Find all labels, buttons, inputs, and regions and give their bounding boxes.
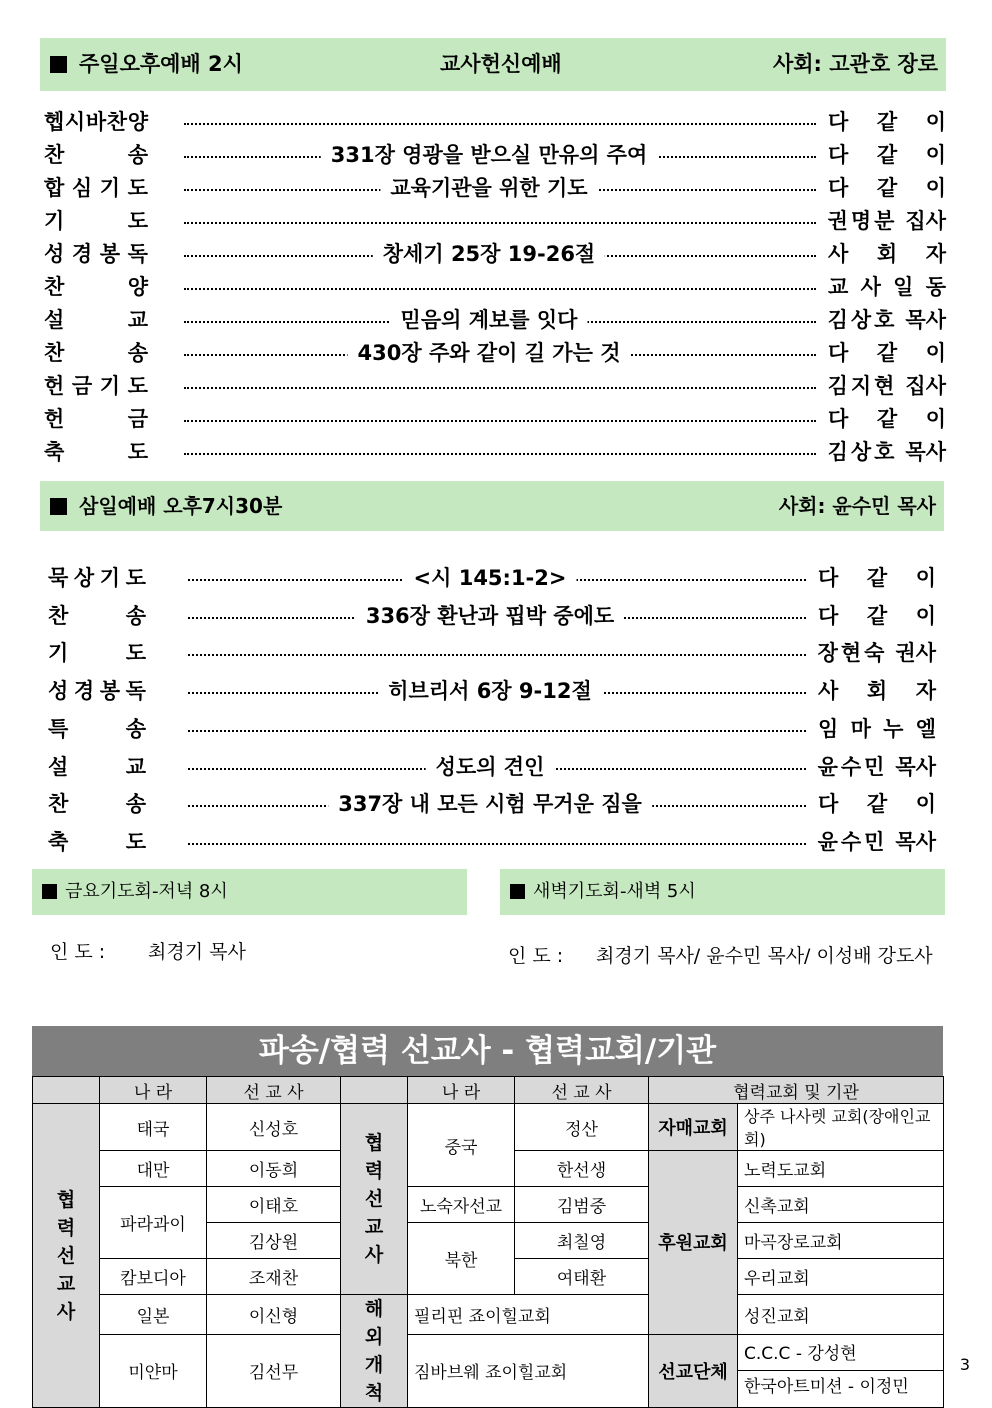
order-content: 430장 주와 같이 길 가는 것 <box>348 337 631 367</box>
group-pioneer: 해 외 개 척 <box>341 1295 408 1408</box>
order-label: 찬 송 <box>44 341 148 365</box>
sister-church-label: 자매교회 <box>649 1104 738 1151</box>
missions-table <box>32 1076 944 1408</box>
order-content: 창세기 25장 19-26절 <box>373 238 605 268</box>
leader-dots <box>184 288 816 290</box>
order-leader: 다 같 이 <box>828 341 946 365</box>
order-label: 헌 금 <box>44 407 148 431</box>
page-number: 3 <box>959 1355 970 1374</box>
order-label: 찬 송 <box>48 792 146 817</box>
order-row <box>44 304 946 334</box>
country-cell: 중국 <box>408 1104 515 1187</box>
order-label: 설 교 <box>44 308 148 332</box>
pioneer-church: 짐바브웨 죠이힐교회 <box>408 1334 649 1407</box>
order-row <box>48 826 936 856</box>
missionary-cell: 최칠영 <box>515 1223 649 1259</box>
leader-dots <box>188 730 806 732</box>
order-row <box>48 751 936 781</box>
order-leader: 다 같 이 <box>828 407 946 431</box>
order-leader: 권명분 집사 <box>827 209 946 233</box>
order-label: 찬 양 <box>44 275 148 299</box>
wednesday-title: 삼일예배 오후7시30분 <box>50 481 282 531</box>
missionary-cell: 김선무 <box>207 1334 341 1407</box>
order-label: 기 도 <box>44 209 148 233</box>
missionary-cell: 김상원 <box>207 1223 341 1259</box>
friday-leader-label: 인 도 : <box>50 941 106 963</box>
support-church: 우리교회 <box>738 1259 944 1295</box>
leader-dots <box>188 654 806 656</box>
order-label: 찬 송 <box>44 143 148 167</box>
dawn-leader-label: 인 도 : <box>508 945 564 967</box>
order-content: 성도의 견인 <box>426 751 555 781</box>
order-row <box>44 238 946 268</box>
order-content: <시 145:1-2> <box>404 562 577 592</box>
order-leader: 임 마 누 엘 <box>818 716 936 741</box>
missionary-cell: 이태호 <box>207 1187 341 1223</box>
country-cell: 일본 <box>100 1295 207 1335</box>
square-bullet-icon <box>42 884 57 899</box>
order-label: 기 도 <box>48 641 146 666</box>
order-content: 교육기관을 위한 기도 <box>380 172 597 202</box>
sunday-title: 주일오후예배 2시 <box>50 38 243 91</box>
order-row <box>44 139 946 169</box>
order-row <box>44 271 946 301</box>
header-country: 나 라 <box>408 1077 515 1104</box>
country-cell: 미얀마 <box>100 1334 207 1407</box>
order-label: 합 심 기 도 <box>44 176 148 200</box>
leader-dots <box>184 222 816 224</box>
mission-org-item: C.C.C - 강성현 <box>738 1338 943 1371</box>
order-content: 믿음의 계보를 잇다 <box>391 304 588 334</box>
order-leader: 김상호 목사 <box>827 440 946 464</box>
missionary-cell: 김범중 <box>515 1187 649 1223</box>
order-label: 특 송 <box>48 716 146 741</box>
order-content: 331장 영광을 받으실 만유의 주여 <box>321 139 658 169</box>
mission-org-label: 선교단체 <box>649 1334 738 1407</box>
order-row <box>48 600 936 630</box>
square-bullet-icon <box>510 884 525 899</box>
order-label: 축 도 <box>48 829 146 854</box>
country-cell: 캄보디아 <box>100 1259 207 1295</box>
order-row <box>48 675 936 705</box>
country-cell: 북한 <box>408 1223 515 1295</box>
missionary-cell: 이신형 <box>207 1295 341 1335</box>
order-row <box>44 106 946 136</box>
order-label: 묵 상 기 도 <box>48 566 146 590</box>
header-country: 나 라 <box>100 1077 207 1104</box>
missionary-cell: 여태환 <box>515 1259 649 1295</box>
dawn-header <box>500 869 945 915</box>
order-content: 337장 내 모든 시험 무거운 짐을 <box>328 788 652 818</box>
wednesday-header <box>40 481 944 531</box>
order-leader: 다 같 이 <box>828 143 946 167</box>
order-leader: 다 같 이 <box>818 566 936 590</box>
missionary-cell: 한선생 <box>515 1151 649 1187</box>
friday-leader: 최경기 목사 <box>148 941 246 963</box>
order-leader: 사 회 자 <box>818 679 936 704</box>
country-cell: 파라과이 <box>100 1187 207 1259</box>
order-label: 성 경 봉 독 <box>44 242 148 266</box>
order-label: 헌 금 기 도 <box>44 374 148 398</box>
order-label: 성 경 봉 독 <box>48 679 146 704</box>
order-row <box>44 403 946 433</box>
order-label: 찬 송 <box>48 603 146 628</box>
header-missionary: 선 교 사 <box>515 1077 649 1104</box>
order-label: 설 교 <box>48 754 146 779</box>
mission-org <box>738 1334 944 1407</box>
order-content: 336장 환난과 핍박 중에도 <box>356 600 624 630</box>
sunday-host: 사회: 고관호 장로 <box>772 52 938 76</box>
order-row <box>44 337 946 367</box>
support-church: 마곡장로교회 <box>738 1223 944 1259</box>
order-row <box>44 205 946 235</box>
order-row <box>44 172 946 202</box>
missions-title: 파송/협력 선교사 - 협력교회/기관 <box>32 1026 943 1076</box>
order-label: 헵 시 바 찬 양 <box>44 110 148 134</box>
order-leader: 다 같 이 <box>828 110 946 134</box>
order-leader: 윤수민 목사 <box>817 754 936 779</box>
missionary-cell: 정산 <box>515 1104 649 1151</box>
friday-header <box>32 869 467 915</box>
header-missionary: 선 교 사 <box>207 1077 341 1104</box>
order-leader: 김상호 목사 <box>827 308 946 332</box>
order-leader: 다 같 이 <box>818 603 936 628</box>
wednesday-host: 사회: 윤수민 목사 <box>778 494 936 518</box>
order-row <box>48 788 936 818</box>
order-leader: 장현숙 권사 <box>817 641 936 666</box>
sunday-subtitle: 교사헌신예배 <box>440 52 562 76</box>
dawn-leader: 최경기 목사/ 윤수민 목사/ 이성배 강도사 <box>596 945 933 967</box>
order-row <box>48 637 936 667</box>
group-missionaries-left: 협 력 선 교 사 <box>33 1104 100 1408</box>
missionary-cell: 신성호 <box>207 1104 341 1151</box>
order-label: 축 도 <box>44 440 148 464</box>
dawn-title: 새벽기도회-새벽 5시 <box>533 881 696 902</box>
missionary-cell: 이동희 <box>207 1151 341 1187</box>
order-content: 히브리서 6장 9-12절 <box>378 675 602 705</box>
group-missionaries-right: 협 력 선 교 사 <box>341 1104 408 1295</box>
friday-title: 금요기도회-저녁 8시 <box>65 881 228 902</box>
square-bullet-icon <box>50 56 67 73</box>
leader-dots <box>184 123 816 125</box>
order-leader: 사 회 자 <box>828 242 946 266</box>
square-bullet-icon <box>50 498 67 515</box>
sunday-header <box>40 38 946 91</box>
order-leader: 다 같 이 <box>818 792 936 817</box>
leader-dots <box>188 843 806 845</box>
support-church: 신촉교회 <box>738 1187 944 1223</box>
support-church: 노력도교회 <box>738 1151 944 1187</box>
order-row <box>48 562 936 592</box>
support-church: 성진교회 <box>738 1295 944 1335</box>
order-leader: 다 같 이 <box>828 176 946 200</box>
order-row <box>48 713 936 743</box>
pioneer-church: 필리핀 죠이힐교회 <box>408 1295 649 1335</box>
country-cell: 대만 <box>100 1151 207 1187</box>
mission-org-item: 한국아트미션 - 이정민 <box>744 1377 909 1398</box>
leader-dots <box>184 420 816 422</box>
missionary-cell: 조재찬 <box>207 1259 341 1295</box>
country-cell: 노숙자선교 <box>408 1187 515 1223</box>
leader-dots <box>184 453 816 455</box>
country-cell: 태국 <box>100 1104 207 1151</box>
leader-dots <box>184 387 816 389</box>
order-leader: 윤수민 목사 <box>817 829 936 854</box>
order-row <box>44 370 946 400</box>
header-partners: 협력교회 및 기관 <box>649 1077 944 1104</box>
order-leader: 김지현 집사 <box>827 374 946 398</box>
sister-church: 상주 나사렛 교회(장애인교회) <box>738 1104 944 1151</box>
order-row <box>44 436 946 466</box>
support-church-label: 후원교회 <box>649 1151 738 1335</box>
order-leader: 교 사 일 동 <box>828 275 946 299</box>
